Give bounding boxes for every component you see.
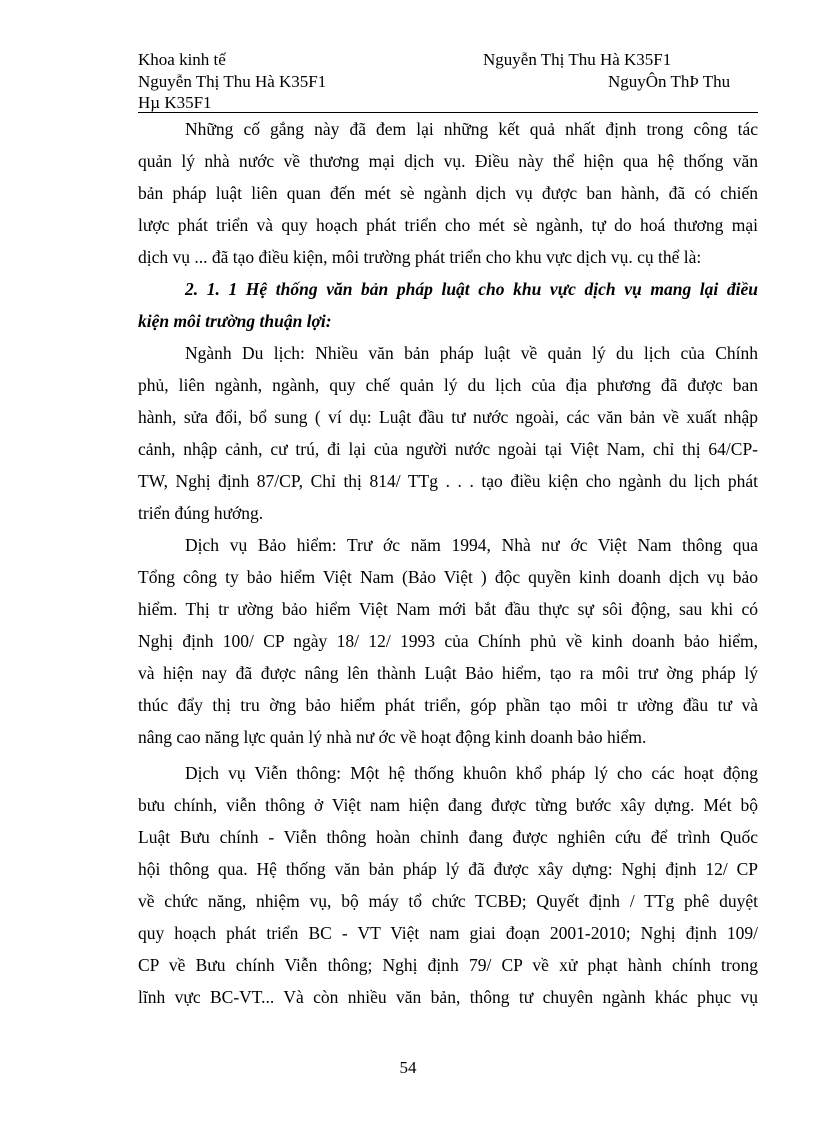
header-author-continued: Hµ K35F1	[138, 93, 212, 112]
body-line: CP về Bưu chính Viễn thông; Nghị định 79/ CP về xử phạt hành chính trong	[138, 955, 758, 975]
body-line: hội thông qua. Hệ thống văn bản pháp lý đã được xây dựng: Nghị định 12/ CP	[138, 859, 758, 879]
header-rule	[138, 112, 758, 113]
body-line: quản lý nhà nước về thương mại dịch vụ. Điều này thể hiện qua hệ thống văn	[138, 151, 758, 171]
body-line: nâng cao năng lực quản lý nhà nư ớc về hoạt động kinh doanh bảo hiểm.	[138, 727, 647, 747]
body-line: hiểm. Thị tr ường bảo hiểm Việt Nam mới bắt đầu thực sự sôi động, sau khi có	[138, 599, 758, 619]
body-line: bản pháp luật liên quan đến mét sè ngành dịch vụ được ban hành, đã có chiến	[138, 183, 758, 203]
body-line: Dịch vụ Viễn thông: Một hệ thống khuôn khổ pháp lý cho các hoạt động	[185, 763, 758, 783]
header-author-left: Nguyễn Thị Thu Hà K35F1	[138, 72, 327, 91]
header-author-garbled: NguyÔn ThÞ Thu	[608, 72, 731, 91]
page-number: 54	[399, 1058, 417, 1077]
body-line: triển đúng hướng.	[138, 503, 264, 523]
body-line: Nghị định 100/ CP ngày 18/ 12/ 1993 của Chính phủ về kinh doanh bảo hiểm,	[138, 631, 758, 651]
section-heading: 2. 1. 1 Hệ thống văn bản pháp luật cho khu vực dịch vụ mang lại điều	[185, 279, 758, 299]
body-line: dịch vụ ... đã tạo điều kiện, môi trường phát triển cho khu vực dịch vụ. cụ thể là:	[138, 247, 702, 267]
body-line: Tổng công ty bảo hiểm Việt Nam (Bảo Việt ) độc quyền kinh doanh dịch vụ bảo	[138, 567, 758, 587]
body-line: lược phát triển và quy hoạch phát triển cho mét sè ngành, tự do hoá thương mại	[138, 215, 758, 235]
body-line: hành, sửa đổi, bổ sung ( ví dụ: Luật đầu tư nước ngoài, các văn bản về xuất nhập	[138, 407, 758, 427]
body-line: bưu chính, viễn thông ở Việt nam hiện đang được từng bước xây dựng. Mét bộ	[138, 795, 758, 815]
header-faculty: Khoa kinh tế	[138, 50, 226, 69]
body-line: về chức năng, nhiệm vụ, bộ máy tổ chức TCBĐ; Quyết định / TTg phê duyệt	[138, 891, 758, 911]
body-line: Ngành Du lịch: Nhiều văn bản pháp luật về quản lý du lịch của Chính	[185, 343, 758, 363]
body-line: Luật Bưu chính - Viễn thông hoàn chỉnh đang được nghiên cứu để trình Quốc	[138, 827, 758, 847]
section-heading-cont: kiện môi trường thuận lợi:	[138, 311, 332, 331]
body-line: lĩnh vực BC-VT... Và còn nhiều văn bản, thông tư chuyên ngành khác phục vụ	[138, 987, 758, 1007]
header-author-right: Nguyễn Thị Thu Hà K35F1	[483, 50, 672, 69]
body-line: thúc đẩy thị tru ờng bảo hiểm phát triển, góp phần tạo môi tr ường đầu tư và	[138, 695, 758, 715]
body-line: và hiện nay đã được nâng lên thành Luật Bảo hiểm, tạo ra môi trư ờng pháp lý	[138, 663, 758, 683]
body-line: phủ, liên ngành, ngành, quy chế quản lý du lịch của địa phương đã được ban	[138, 375, 758, 395]
body-line: Những cố gắng này đã đem lại những kết quả nhất định trong công tác	[185, 119, 758, 139]
body-line: TW, Nghị định 87/CP, Chỉ thị 814/ TTg . . . tạo điều kiện cho ngành du lịch phát	[138, 471, 758, 491]
body-line: cảnh, nhập cảnh, cư trú, đi lại của người nước ngoài tại Việt Nam, chỉ thị 64/CP-	[138, 439, 758, 459]
body-line: Dịch vụ Bảo hiểm: Trư ớc năm 1994, Nhà nư ớc Việt Nam thông qua	[185, 535, 758, 555]
body-line: quy hoạch phát triển BC - VT Việt nam giai đoạn 2001-2010; Nghị định 109/	[138, 923, 758, 943]
